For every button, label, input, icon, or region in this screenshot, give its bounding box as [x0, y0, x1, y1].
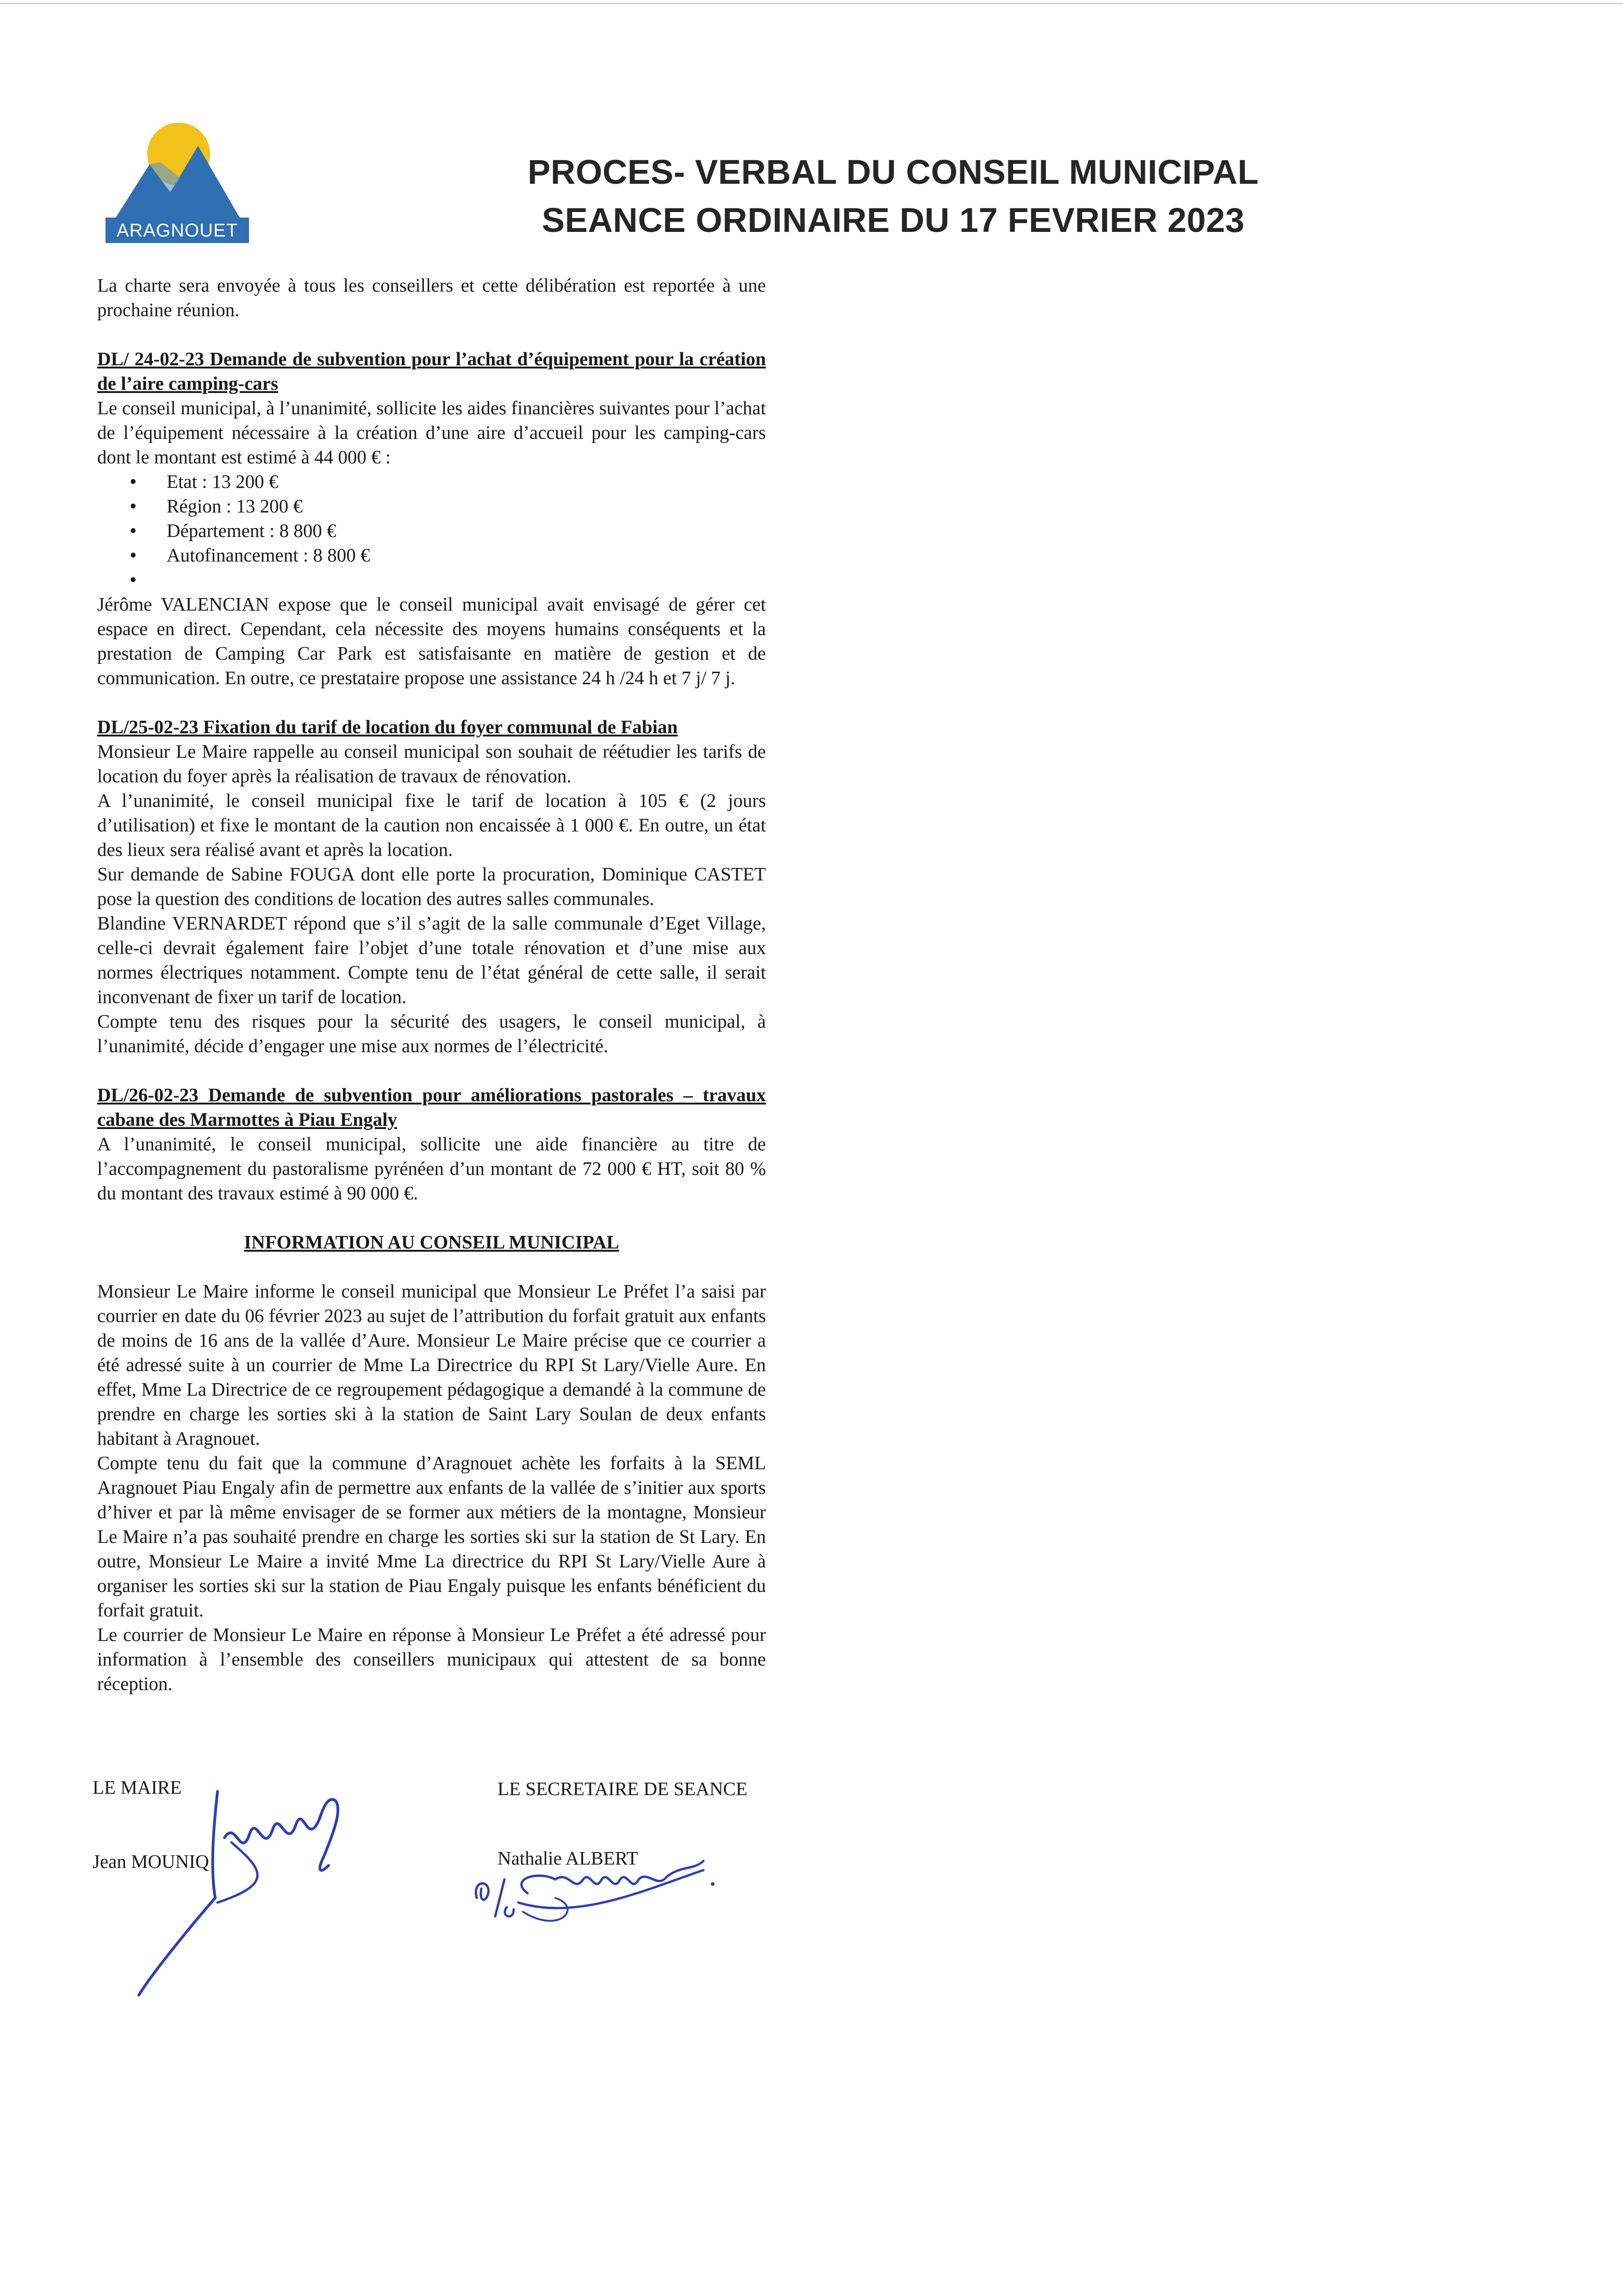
maire-signature	[125, 1778, 366, 2004]
dl25-heading: DL/25-02-23 Fixation du tarif de location du foyer communal de Fabian	[97, 716, 678, 737]
info-section	[97, 1230, 766, 1696]
dl25-section	[97, 715, 766, 1058]
page-title	[481, 148, 1305, 244]
info-p2: Compte tenu du fait que la commune d’Aragnouet achète les forfaits à la SEML Aragnouet Piau Engaly afin de permettre aux enfants de la vallée de s’initier aux sports d’hiver et par là même envisager de se former aux métiers de la montagne, Monsieur Le Maire n’a pas souhaité prendre en charge les sorties ski sur la station de St Lary. En outre, Monsieur Le Maire a invité Mme La directrice du RPI St Lary/Vielle Aure à organiser les sorties ski sur la station de Piau Engaly puisque les enfants bénéficient du forfait gratuit.	[97, 1452, 766, 1621]
list-item: • Autofinancement : 8 800 €	[97, 543, 766, 568]
maire-name: Jean MOUNIQ	[93, 1851, 209, 1872]
secretaire-title: LE SECRETAIRE DE SEANCE	[497, 1778, 747, 1799]
secretaire-signature	[463, 1852, 750, 1972]
aragnouet-logo	[101, 118, 254, 252]
secretaire-name: Nathalie ALBERT	[497, 1847, 638, 1869]
maire-title: LE MAIRE	[93, 1777, 182, 1798]
title-line-2: SEANCE ORDINAIRE DU 17 FEVRIER 2023	[541, 201, 1245, 239]
dl24-text2: Jérôme VALENCIAN expose que le conseil municipal avait envisagé de gérer cet espace en direct. Cependant, cela nécessite des moyens humains conséquents et la prestation de Camping Car Park est satisfaisante en matière de gestion et de communication. En outre, ce prestataire propose une assistance 24 h /24 h et 7 j/ 7 j.	[97, 593, 766, 688]
info-heading: INFORMATION AU CONSEIL MUNICIPAL	[244, 1231, 619, 1253]
title-line-1: PROCES- VERBAL DU CONSEIL MUNICIPAL	[528, 153, 1259, 191]
dl25-p5: Compte tenu des risques pour la sécurité des usagers, le conseil municipal, à l’unanimité, décide d’engager une mise aux normes de l’électricité.	[97, 1011, 766, 1056]
dl24-text: Le conseil municipal, à l’unanimité, sollicite les aides financières suivantes pour l’achat de l’équipement nécessaire à la création d’une aire d’accueil pour les camping-cars dont le montant est estimé à 44 000 € :	[97, 397, 766, 468]
intro-paragraph: La charte sera envoyée à tous les conseillers et cette délibération est reportée à une prochaine réunion.	[97, 275, 766, 320]
list-item: • Région : 13 200 €	[97, 494, 766, 518]
document-body	[97, 273, 766, 1696]
dl25-p2: A l’unanimité, le conseil municipal fixe le tarif de location à 105 € (2 jours d’utilisation) et fixe le montant de la caution non encaissée à 1 000 €. En outre, un état des lieux sera réalisé avant et après la location.	[97, 790, 766, 860]
dl26-text: A l’unanimité, le conseil municipal, sollicite une aide financière au titre de l’accompagnement du pastoralisme pyrénéen d’un montant de 72 000 € HT, soit 80 % du montant des travaux estimé à 90 000 €.	[97, 1133, 766, 1204]
list-item	[97, 568, 766, 592]
info-p1: Monsieur Le Maire informe le conseil municipal que Monsieur Le Préfet l’a saisi par courrier en date du 06 février 2023 au sujet de l’attribution du forfait gratuit aux enfants de moins de 16 ans de la vallée d’Aure. Monsieur Le Maire précise que ce courrier a été adressé suite à un courrier de Mme La Directrice du RPI St Lary/Vielle Aure. En effet, Mme La Directrice de ce regroupement pédagogique a demandé à la commune de prendre en charge les sorties ski à la station de Saint Lary Soulan de deux enfants habitant à Aragnouet.	[97, 1280, 766, 1449]
dl25-p3: Sur demande de Sabine FOUGA dont elle porte la procuration, Dominique CASTET pose la question des conditions de location des autres salles communales.	[97, 863, 766, 909]
dl24-funding-list	[97, 469, 766, 592]
dl25-p1: Monsieur Le Maire rappelle au conseil municipal son souhait de réétudier les tarifs de location du foyer après la réalisation de travaux de rénovation.	[97, 741, 766, 786]
dl26-section	[97, 1083, 766, 1205]
list-item: • Etat : 13 200 €	[97, 469, 766, 494]
dl24-heading: DL/ 24-02-23 Demande de subvention pour l’achat d’équipement pour la création de l’aire camping-cars	[97, 348, 766, 394]
dl24-section	[97, 347, 766, 690]
logo-text: ARAGNOUET	[116, 220, 238, 241]
list-item: • Département : 8 800 €	[97, 518, 766, 543]
dl26-heading: DL/26-02-23 Demande de subvention pour améliorations pastorales – travaux cabane des Marmottes à Piau Engaly	[97, 1084, 766, 1130]
scan-top-edge	[0, 3, 1623, 4]
info-p3: Le courrier de Monsieur Le Maire en réponse à Monsieur Le Préfet a été adressé pour information à l’ensemble des conseillers municipaux qui attestent de sa bonne réception.	[97, 1624, 766, 1694]
dl25-p4: Blandine VERNARDET répond que s’il s’agit de la salle communale d’Eget Village, celle-ci devrait également faire l’objet d’une totale rénovation et d’une mise aux normes électriques notamment. Compte tenu de l’état général de cette salle, il serait inconvenant de fixer un tarif de location.	[97, 912, 766, 1007]
